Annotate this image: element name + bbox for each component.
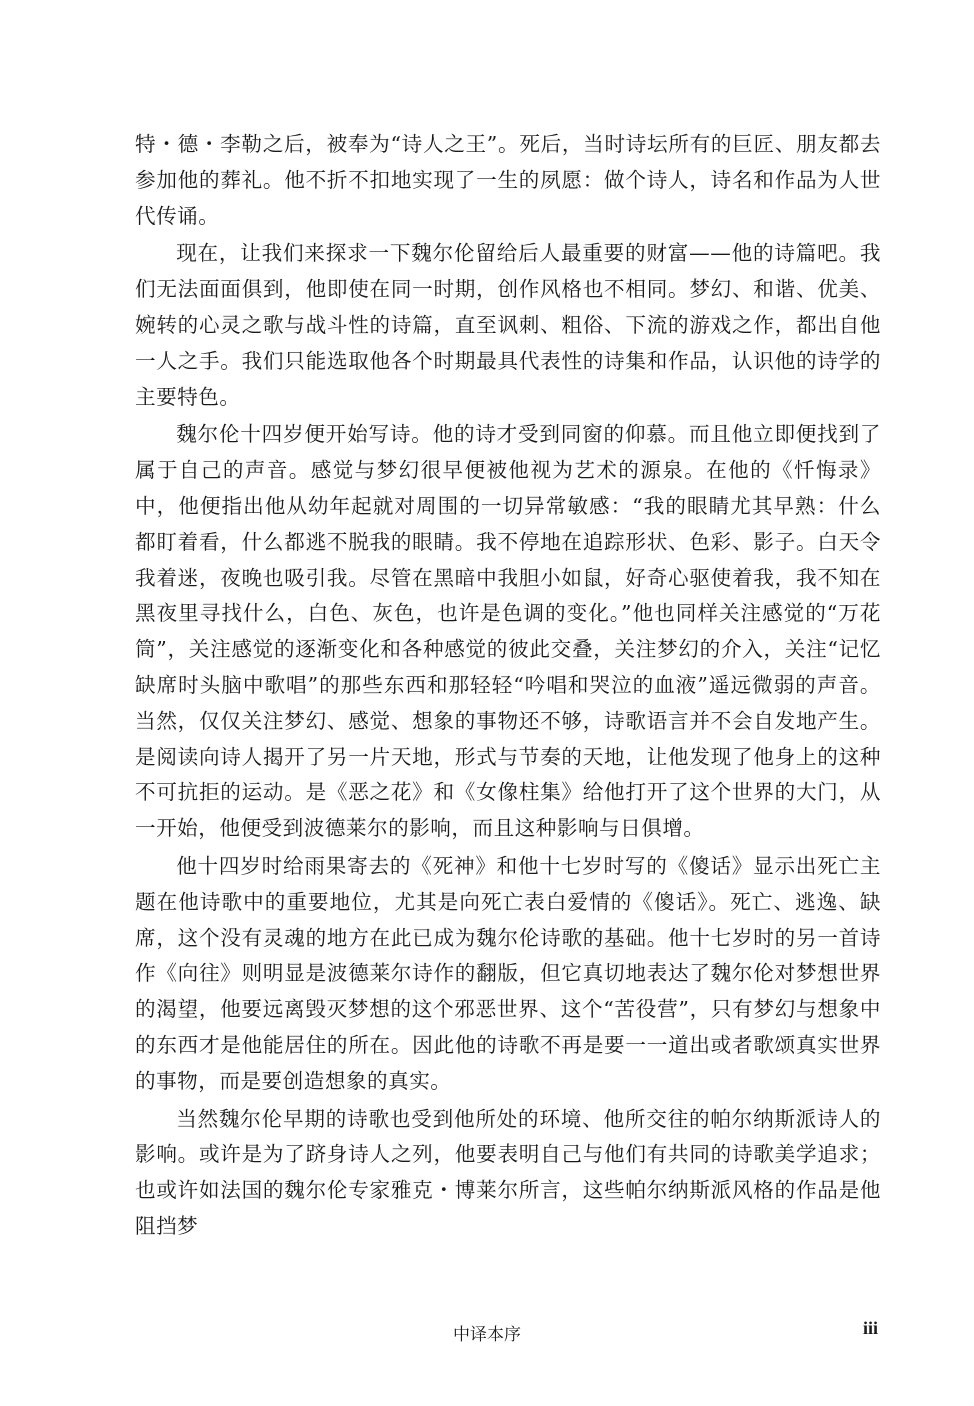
paragraph-2: 现在，让我们来探求一下魏尔伦留给后人最重要的财富——他的诗篇吧。我们无法面面俱到，他即使在同一时期，创作风格也不相同。梦幻、和谐、优美、婉转的心灵之歌与战斗性的诗篇，直至讽刺、粗俗、下流的游戏之作，都出自他一人之手。我们只能选取他各个时期最具代表性的诗集和作品，认识他的诗学的主要特色。 bbox=[135, 241, 881, 409]
paragraph-5: 当然魏尔伦早期的诗歌也受到他所处的环境、他所交往的帕尔纳斯派诗人的影响。或许是为了跻身诗人之列，他要表明自己与他们有共同的诗歌美学追求；也或许如法国的魏尔伦专家雅克・博莱尔所言，这些帕尔纳斯派风格的作品是他阻挡梦 bbox=[135, 1106, 881, 1238]
page-number: iii bbox=[862, 1318, 878, 1338]
page-body bbox=[135, 127, 881, 1247]
paragraph-4: 他十四岁时给雨果寄去的《死神》和他十七岁时写的《傻话》显示出死亡主题在他诗歌中的重要地位，尤其是向死亡表白爱情的《傻话》。死亡、逃逸、缺席，这个没有灵魂的地方在此已成为魏尔伦诗歌的基础。他十七岁时的另一首诗作《向往》则明显是波德莱尔诗作的翻版，但它真切地表达了魏尔伦对梦想世界的渴望，他要远离毁灭梦想的这个邪恶世界、这个“苦役营”，只有梦幻与想象中的东西才是他能居住的所在。因此他的诗歌不再是要一一道出或者歌颂真实世界的事物，而是要创造想象的真实。 bbox=[135, 853, 881, 1093]
paragraph-1: 特・德・李勒之后，被奉为“诗人之王”。死后，当时诗坛所有的巨匠、朋友都去参加他的葬礼。他不折不扣地实现了一生的夙愿：做个诗人，诗名和作品为人世代传诵。 bbox=[135, 132, 881, 228]
footer-section-title: 中译本序 bbox=[453, 1325, 521, 1345]
paragraph-3: 魏尔伦十四岁便开始写诗。他的诗才受到同窗的仰慕。而且他立即便找到了属于自己的声音。感觉与梦幻很早便被他视为艺术的源泉。在他的《忏悔录》中，他便指出他从幼年起就对周围的一切异常敏感：“我的眼睛尤其早熟：什么都盯着看，什么都逃不脱我的眼睛。我不停地在追踪形状、色彩、影子。白天令我着迷，夜晚也吸引我。尽管在黑暗中我胆小如鼠，好奇心驱使着我，我不知在黑夜里寻找什么，白色、灰色，也许是色调的变化。”他也同样关注感觉的“万花筒”，关注感觉的逐渐变化和各种感觉的彼此交叠，关注梦幻的介入，关注“记忆缺席时头脑中歌唱”的那些东西和那轻轻“吟唱和哭泣的血液”遥远微弱的声音。当然，仅仅关注梦幻、感觉、想象的事物还不够，诗歌语言并不会自发地产生。是阅读向诗人揭开了另一片天地，形式与节奏的天地，让他发现了他身上的这种不可抗拒的运动。是《恶之花》和《女像柱集》给他打开了这个世界的大门，从一开始，他便受到波德莱尔的影响，而且这种影响与日俱增。 bbox=[135, 422, 881, 841]
